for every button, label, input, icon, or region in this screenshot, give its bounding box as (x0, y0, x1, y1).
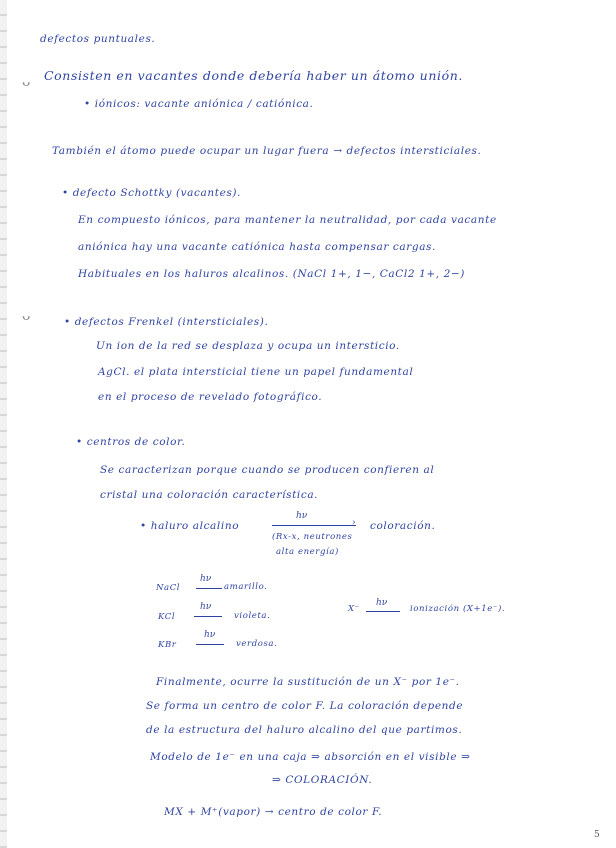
color-result: amarillo. (224, 582, 268, 592)
arrow-head: › (352, 518, 356, 528)
text-line: Finalmente, ocurre la sustitución de un X⁻ por 1e⁻. (156, 676, 460, 688)
reaction-arrow (196, 588, 222, 589)
hv-label: hν (200, 574, 212, 584)
text-line: • defectos Frenkel (intersticiales). (64, 316, 269, 328)
compound-label: KCl (158, 612, 176, 622)
text-line: coloración. (370, 520, 436, 532)
page-title: defectos puntuales. (40, 33, 156, 45)
hv-label: hν (376, 598, 388, 608)
color-result: ionización (X+1e⁻). (410, 604, 506, 614)
reaction-arrow (196, 644, 224, 645)
text-line: ⇒ COLORACIÓN. (272, 774, 373, 786)
margin-mark: ᴗ (22, 74, 31, 90)
condition-line: alta energía) (276, 547, 339, 557)
text-line: • centros de color. (76, 436, 186, 448)
condition-line: (Rx-x, neutrones (272, 532, 353, 542)
reaction-arrow (272, 525, 356, 526)
text-line: También el átomo puede ocupar un lugar fuera → defectos intersticiales. (52, 145, 482, 157)
text-line: Modelo de 1e⁻ en una caja ⇒ absorción en el visible ⇒ (150, 751, 471, 763)
text-line: cristal una coloración característica. (100, 489, 319, 501)
page-number: 5 (594, 830, 600, 840)
hv-label: hν (296, 511, 308, 521)
text-line: • iónicos: vacante aniónica / catiónica. (84, 98, 314, 110)
text-line: Consisten en vacantes donde debería haber un átomo unión. (44, 68, 463, 83)
text-line: En compuesto iónicos, para mantener la neutralidad, por cada vacante (78, 214, 497, 226)
text-line: MX + M⁺(vapor) → centro de color F. (164, 806, 383, 818)
text-line: de la estructura del haluro alcalino del que partimos. (146, 724, 463, 736)
margin-mark: ᴗ (22, 308, 31, 324)
text-line: en el proceso de revelado fotográfico. (98, 391, 323, 403)
text-line: AgCl. el plata intersticial tiene un papel fundamental (98, 366, 414, 378)
text-line: Se caracterizan porque cuando se producen confieren al (100, 464, 435, 476)
compound-label: NaCl (156, 583, 181, 593)
text-line: aniónica hay una vacante catiónica hasta compensar cargas. (78, 241, 436, 253)
color-result: violeta. (234, 611, 271, 621)
text-line: Habituales en los haluros alcalinos. (NaCl 1+, 1−, CaCl2 1+, 2−) (78, 268, 466, 280)
binding-edge (0, 0, 7, 848)
text-line: Un ion de la red se desplaza y ocupa un intersticio. (96, 340, 400, 352)
text-line: • haluro alcalino (140, 520, 240, 532)
compound-label: X⁻ (348, 604, 360, 614)
hv-label: hν (204, 630, 216, 640)
compound-label: KBr (158, 640, 177, 650)
reaction-arrow (366, 611, 400, 612)
color-result: verdosa. (236, 639, 278, 649)
text-line: Se forma un centro de color F. La coloración depende (146, 700, 464, 712)
hv-label: hν (200, 602, 212, 612)
reaction-arrow (194, 616, 222, 617)
text-line: • defecto Schottky (vacantes). (62, 187, 242, 199)
